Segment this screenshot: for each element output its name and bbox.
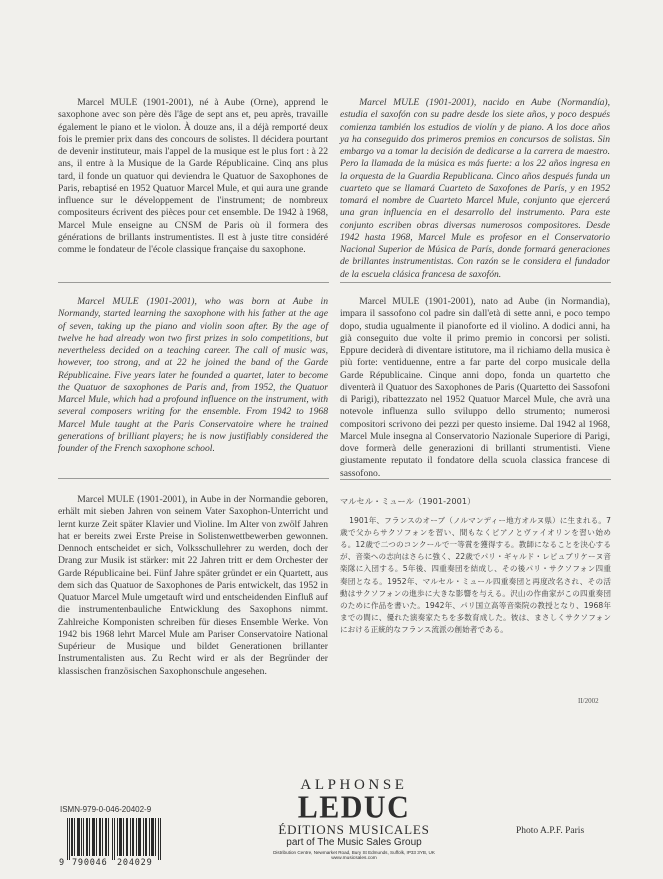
barcode-right-digits: 204029 [117, 858, 153, 866]
japanese-biography [340, 495, 611, 636]
english-text: Marcel MULE (1901-2001), who was born at Aube in Normandy, started learning the saxophone with his father at the age of seven, taking up the piano and violin soon after. By the age of twelve he had already won two first prizes in solo competitions, but nevertheless decided on a teaching career. The call of music was, however, too strong, and at 22 he joined the band of the Garde Républicaine. Five years later he founded a quartet, later to become the Quatuor de saxophones de Paris and, from 1952, the Quatuor Marcel Mule, which had a profound influence on the instrument, with several composers writing for the ensemble. From 1942 to 1968 Marcel Mule taught at the Paris Conservatoire where he trained generations of brilliant players; he is now justifiably considered the founder of the French saxophone school. [58, 296, 328, 454]
distribution-address: Distribution Centre, Newmarket Road, Bury St Edmunds, Suffolk, IP33 3YB, UK [273, 850, 435, 855]
publisher-url: www.musicsales.com [331, 856, 377, 861]
logo-leduc: LEDUC [297, 790, 411, 825]
photo-credit: Photo A.P.F. Paris [516, 826, 585, 836]
japanese-title: マルセル・ミュール（1901-2001） [340, 496, 476, 506]
spanish-biography [340, 97, 610, 281]
divider-right-1 [340, 282, 611, 283]
barcode-left-digits: 790046 [72, 858, 108, 866]
japanese-text: 1901年、フランスのオーブ（ノルマンディー地方オルヌ県）に生まれる。7歳で父からサクソフォンを習い、間もなくピアノとヴァイオリンを習い始める。12歳で二つのコンクールで一等賞を獲得する。教師になることを決心するが、音楽への志向はさらに強く、22歳でパリ・ギャルド・レピュブリケーヌ音楽隊に入団する。5年後、四重奏団を結成し、その後パリ・サクソフォン四重奏団となる。1952年、マルセル・ミュール四重奏団と再度改名され、その活動はサクソフォンの進歩に大きな影響を与える。沢山の作曲家がこの四重奏団のために作品を書いた。1942年、パリ国立高等音楽院の教授となり、1968年までの間に、優れた演奏家たちを多数育成した。彼は、まさしくサクソフォンにおける正統的なフランス流派の創始者である。 [340, 516, 611, 634]
french-biography [58, 97, 328, 256]
logo-group: part of The Music Sales Group [286, 837, 422, 848]
italian-biography [340, 296, 610, 480]
barcode-first-digit: 9 [59, 858, 65, 866]
divider-left-1 [58, 282, 329, 283]
divider-left-2 [58, 478, 329, 479]
italian-text: Marcel MULE (1901-2001), nato ad Aube (in Normandia), impara il sassofono col padre sin dall'età di sette anni, e poco tempo dopo, studia ugualmente il pianoforte ed il violino. A dodici anni, ha già conseguito due volte il primo premio in concorsi per solisti. Eppure deciderà di diventare istitutore, ma il richiamo della musica è più forte: ventiduenne, entre a far parte del corpo musicale della Garde Républicaine. Cinque anni dopo, fonda un quartetto che diventerà il Quatuor des Saxophones de Paris (Quartetto dei Sassofoni di Parigi), ribattezzato nel 1952 Quatuor Marcel Mule, che avrà una notevole influenza sullo sviluppo dello strumento; numerosi compositori scrivono dei pezzi per questo insieme. Dal 1942 al 1968, Marcel Mule insegna al Conservatorio Nazionale Superiore di Parigi, dove formerà delle generazioni di brillanti strumentisti. Viene giustamente reputato il fondatore della scuola classica francese di sassofono. [340, 296, 610, 479]
spanish-text: Marcel MULE (1901-2001), nacido en Aube (Normandía), estudia el saxofón con su padre desde los siete años, y poco después comienza también los estudios de violín y de piano. A los doce años ya ha conseguido dos primeros premios en concursos de solistas. Sin embargo va a tomar la decisión de dedicarse a la carrera de maestro. Pero la llamada de la música es más fuerte: a los 22 años ingresa en la orquesta de la Guardia Republicana. Cinco años después funda un cuarteto que se llamará Cuarteto de Saxofones de París, y en 1952 tomará el nombre de Cuarteto Marcel Mule, conjunto que ejercerá una gran influencia en el desarrollo del instrumento. Para este conjunto escriben obras diversas numerosos compositores. Desde 1942 hasta 1968, Marcel Mule es profesor en el Conservatorio Nacional Superior de Música de París, donde formará generaciones de brillantes instrumentistas. Con razón se le considera el fundador de la escuela clásica francesa de saxofón. [340, 97, 610, 280]
english-biography [58, 296, 328, 455]
edition-date: II/2002 [578, 697, 599, 705]
french-text: Marcel MULE (1901-2001), né à Aube (Orne), apprend le saxophone avec son père dès l'âge de sept ans et, peu après, travaille également le piano et le violon. À douze ans, il a déjà remporté deux fois le premier prix dans des concours de solistes. Il décidera pourtant de devenir instituteur, mais l'appel de la musique est le plus fort : à 22 ans, il entre à la Musique de la Garde Républicaine. Cinq ans plus tard, il fonde un quatuor qui deviendra le Quatuor de Saxophones de Paris, rebaptisé en 1952 Quatuor Marcel Mule, et qui aura une grande influence sur le développement de l'instrument; de nombreux compositeurs écrivent des pièces pour cet ensemble. De 1942 à 1968, Marcel Mule enseigne au CNSM de Paris où il formera des générations de brillants instrumentistes. Il est à juste titre considéré comme le fondateur de l'école classique française du saxophone. [58, 97, 328, 255]
barcode [58, 818, 174, 866]
logo-alphonse: ALPHONSE [300, 777, 408, 793]
barcode-bars [67, 818, 161, 860]
ismn-number: ISMN-979-0-046-20402-9 [60, 805, 152, 814]
logo-editions: ÉDITIONS MUSICALES [278, 822, 430, 837]
german-text: Marcel MULE (1901-2001), in Aube in der Normandie geboren, erhält mit sieben Jahren von seinem Vater Saxophon-Unterricht und lernt kurze Zeit später Klavier und Violine. Im Alter von zwölf Jahren hat er bereits zwei Erste Preise in Solistenwettbewerben gewonnen. Dennoch entscheidet er sich, Volksschullehrer zu werden, doch der Drang zur Musik ist stärker: mit 22 Jahren tritt er dem Orchester der Garde Républicaine bei. Fünf Jahre später gründet er ein Quartett, aus dem sich das Quatuor de Saxophones de Paris entwickelt, das 1952 in Quatuor Marcel Mule umgetauft wird und entscheidenden Einfluß auf die instrumentenbauliche Entwicklung des Saxophons nimmt. Zahlreiche Komponisten schreiben für dieses Ensemble Werke. Von 1942 bis 1968 lehrt Marcel Mule am Pariser Conservatoire National Supérieur de Musique und bildet Generationen brillanter Instrumentalisten aus. Zu Recht wird er als der Begründer der klassischen französischen Saxophonschule angesehen. [58, 494, 328, 677]
publisher-logo [268, 777, 440, 862]
divider-right-2 [340, 479, 611, 480]
german-biography [58, 494, 328, 678]
